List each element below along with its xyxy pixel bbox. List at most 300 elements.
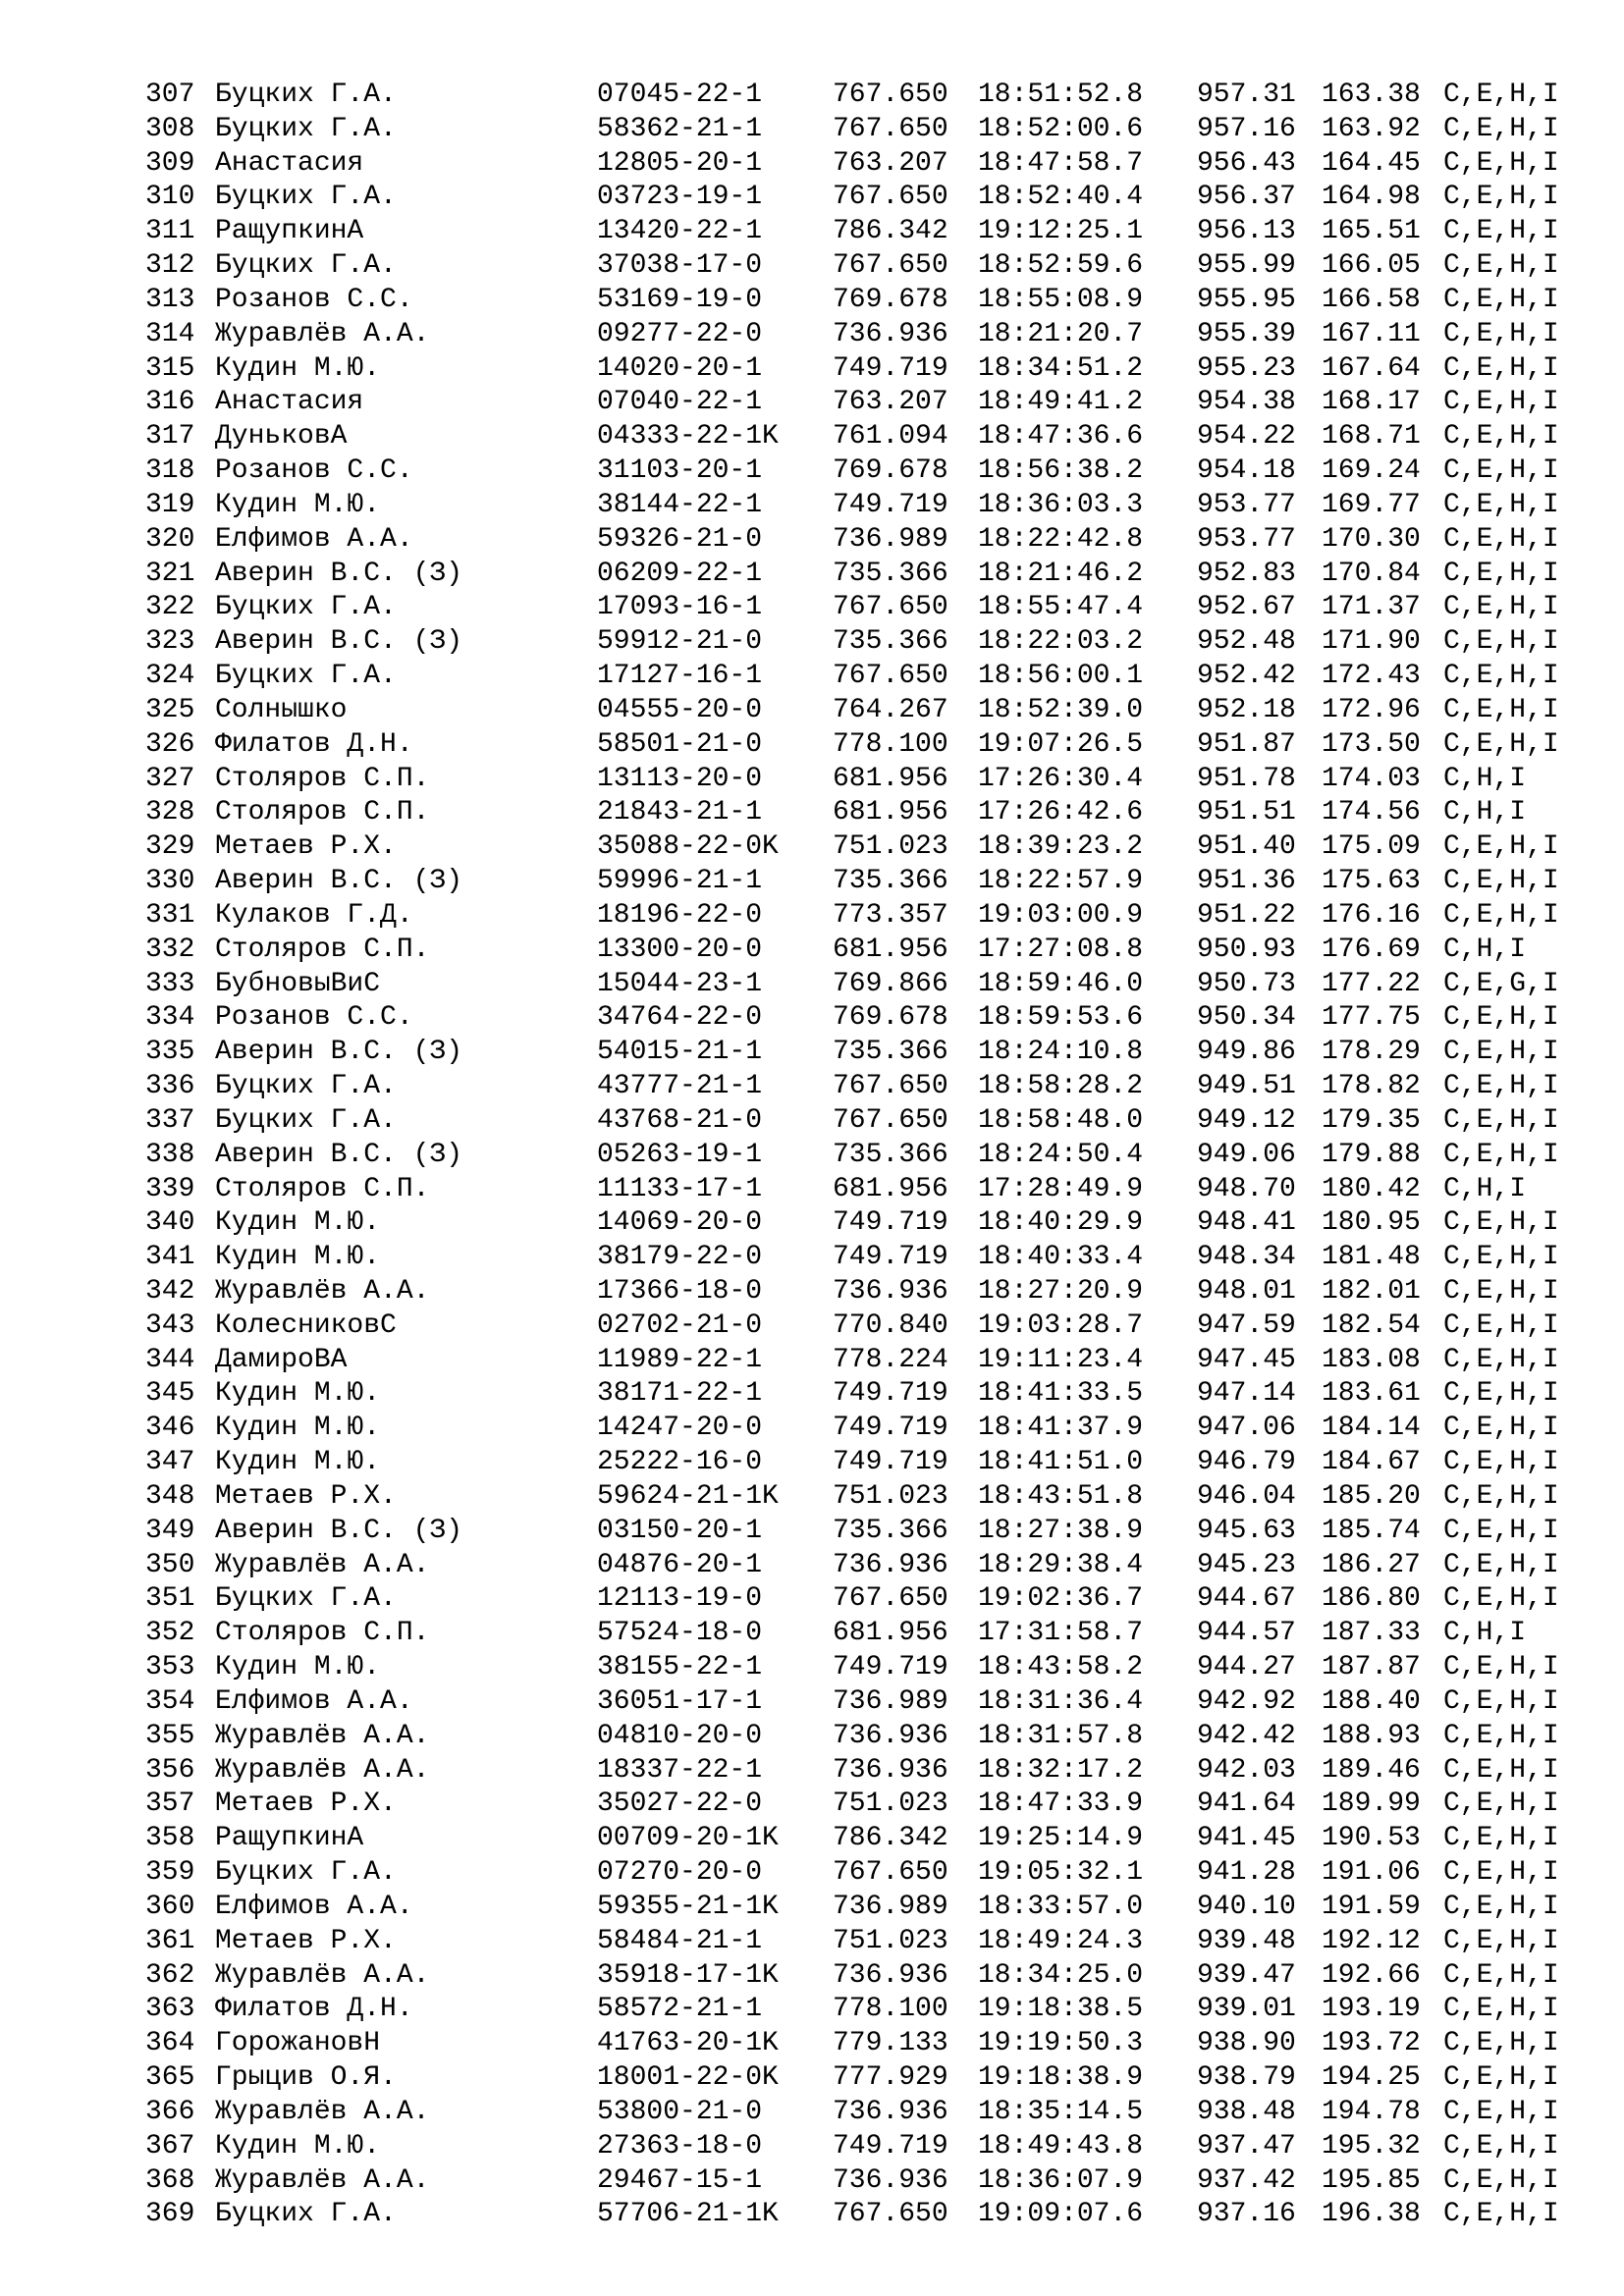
- place-number: 310: [145, 182, 195, 213]
- ring-number: 58484-21-1: [597, 1925, 763, 1956]
- points: 177.22: [1322, 968, 1421, 999]
- ring-number: 43768-21-0: [597, 1104, 763, 1136]
- fancier-name: Журавлёв А.А.: [215, 2096, 430, 2127]
- fancier-name: Грыцив О.Я.: [215, 2062, 397, 2094]
- distance: 786.342: [833, 1823, 948, 1854]
- categories: C,E,H,I: [1443, 899, 1559, 931]
- fancier-name: Столяров С.П.: [215, 1618, 430, 1649]
- speed: 942.42: [1197, 1720, 1296, 1751]
- ring-number: 07045-22-1: [597, 80, 763, 110]
- place-number: 361: [145, 1925, 195, 1956]
- points: 179.88: [1322, 1139, 1421, 1170]
- place-number: 353: [145, 1652, 195, 1683]
- arrival-time: 18:35:14.5: [978, 2096, 1144, 2127]
- points: 189.46: [1322, 1754, 1421, 1786]
- arrival-time: 17:26:30.4: [978, 763, 1144, 794]
- ring-number: 37038-17-0: [597, 250, 763, 282]
- place-number: 335: [145, 1037, 195, 1068]
- ring-number: 13300-20-0: [597, 934, 763, 965]
- arrival-time: 18:22:42.8: [978, 523, 1144, 555]
- categories: C,H,I: [1443, 934, 1527, 965]
- fancier-name: Метаев Р.Х.: [215, 1480, 397, 1512]
- distance: 749.719: [833, 1242, 948, 1273]
- arrival-time: 18:59:53.6: [978, 1002, 1144, 1034]
- ring-number: 35918-17-1K: [597, 1959, 779, 1991]
- distance: 763.207: [833, 387, 948, 418]
- ring-number: 59326-21-0: [597, 523, 763, 555]
- place-number: 342: [145, 1275, 195, 1307]
- arrival-time: 18:22:57.9: [978, 866, 1144, 897]
- categories: C,E,G,I: [1443, 968, 1559, 999]
- points: 167.64: [1322, 352, 1421, 384]
- points: 170.84: [1322, 558, 1421, 589]
- ring-number: 41763-20-1K: [597, 2028, 779, 2059]
- points: 186.27: [1322, 1549, 1421, 1580]
- arrival-time: 18:32:17.2: [978, 1754, 1144, 1786]
- ring-number: 35088-22-0K: [597, 831, 779, 863]
- speed: 942.92: [1197, 1685, 1296, 1717]
- speed: 957.31: [1197, 80, 1296, 110]
- distance: 735.366: [833, 626, 948, 658]
- fancier-name: Столяров С.П.: [215, 1173, 430, 1204]
- distance: 751.023: [833, 831, 948, 863]
- fancier-name: Журавлёв А.А.: [215, 1549, 430, 1580]
- distance: 735.366: [833, 558, 948, 589]
- fancier-name: Буцких Г.А.: [215, 113, 397, 144]
- fancier-name: Буцких Г.А.: [215, 1857, 397, 1889]
- points: 178.82: [1322, 1071, 1421, 1102]
- arrival-time: 19:18:38.5: [978, 1994, 1144, 2025]
- points: 194.78: [1322, 2096, 1421, 2127]
- speed: 949.12: [1197, 1104, 1296, 1136]
- result-row: [0, 249, 1624, 284]
- categories: C,E,H,I: [1443, 1071, 1559, 1102]
- place-number: 355: [145, 1720, 195, 1751]
- points: 170.30: [1322, 523, 1421, 555]
- ring-number: 25222-16-0: [597, 1447, 763, 1478]
- place-number: 369: [145, 2199, 195, 2230]
- place-number: 344: [145, 1344, 195, 1375]
- fancier-name: Кудин М.Ю.: [215, 1242, 381, 1273]
- speed: 938.48: [1197, 2096, 1296, 2127]
- fancier-name: Анастасия: [215, 387, 364, 418]
- fancier-name: Кудин М.Ю.: [215, 489, 381, 520]
- ring-number: 34764-22-0: [597, 1002, 763, 1034]
- categories: C,E,H,I: [1443, 216, 1559, 247]
- ring-number: 14247-20-0: [597, 1413, 763, 1444]
- result-row: [0, 489, 1624, 523]
- points: 191.06: [1322, 1857, 1421, 1889]
- ring-number: 17127-16-1: [597, 661, 763, 692]
- ring-number: 11989-22-1: [597, 1344, 763, 1375]
- distance: 777.929: [833, 2062, 948, 2094]
- arrival-time: 18:56:00.1: [978, 661, 1144, 692]
- arrival-time: 18:36:03.3: [978, 489, 1144, 520]
- categories: C,E,H,I: [1443, 1344, 1559, 1375]
- fancier-name: Аверин В.С. (З): [215, 866, 463, 897]
- fancier-name: Розанов С.С.: [215, 455, 413, 487]
- categories: C,E,H,I: [1443, 1857, 1559, 1889]
- distance: 786.342: [833, 216, 948, 247]
- categories: C,E,H,I: [1443, 1549, 1559, 1580]
- speed: 954.22: [1197, 421, 1296, 453]
- categories: C,E,H,I: [1443, 1720, 1559, 1751]
- arrival-time: 18:52:40.4: [978, 182, 1144, 213]
- ring-number: 53800-21-0: [597, 2096, 763, 2127]
- arrival-time: 19:07:26.5: [978, 728, 1144, 760]
- points: 178.29: [1322, 1037, 1421, 1068]
- fancier-name: ДамироВА: [215, 1344, 348, 1375]
- categories: C,E,H,I: [1443, 1275, 1559, 1307]
- arrival-time: 18:24:10.8: [978, 1037, 1144, 1068]
- fancier-name: Журавлёв А.А.: [215, 1720, 430, 1751]
- arrival-time: 17:26:42.6: [978, 797, 1144, 828]
- points: 180.42: [1322, 1173, 1421, 1204]
- ring-number: 57524-18-0: [597, 1618, 763, 1649]
- points: 174.03: [1322, 763, 1421, 794]
- fancier-name: Буцких Г.А.: [215, 2199, 397, 2230]
- distance: 749.719: [833, 1652, 948, 1683]
- categories: C,E,H,I: [1443, 2062, 1559, 2094]
- ring-number: 00709-20-1K: [597, 1823, 779, 1854]
- points: 187.33: [1322, 1618, 1421, 1649]
- speed: 952.83: [1197, 558, 1296, 589]
- place-number: 312: [145, 250, 195, 282]
- points: 184.67: [1322, 1447, 1421, 1478]
- categories: C,E,H,I: [1443, 1583, 1559, 1615]
- speed: 951.36: [1197, 866, 1296, 897]
- points: 191.59: [1322, 1891, 1421, 1922]
- ring-number: 06209-22-1: [597, 558, 763, 589]
- categories: C,E,H,I: [1443, 113, 1559, 144]
- speed: 941.45: [1197, 1823, 1296, 1854]
- result-row: [0, 591, 1624, 625]
- distance: 736.936: [833, 2096, 948, 2127]
- fancier-name: РащупкинА: [215, 1823, 364, 1854]
- fancier-name: Буцких Г.А.: [215, 250, 397, 282]
- arrival-time: 17:31:58.7: [978, 1618, 1144, 1649]
- fancier-name: Столяров С.П.: [215, 797, 430, 828]
- distance: 767.650: [833, 661, 948, 692]
- result-row: [0, 2027, 1624, 2061]
- categories: C,E,H,I: [1443, 1139, 1559, 1170]
- ring-number: 12805-20-1: [597, 147, 763, 179]
- categories: C,E,H,I: [1443, 694, 1559, 725]
- points: 176.69: [1322, 934, 1421, 965]
- place-number: 346: [145, 1413, 195, 1444]
- fancier-name: ДуньковА: [215, 421, 348, 453]
- speed: 937.47: [1197, 2130, 1296, 2162]
- points: 165.51: [1322, 216, 1421, 247]
- points: 195.32: [1322, 2130, 1421, 2162]
- fancier-name: Аверин В.С. (З): [215, 626, 463, 658]
- place-number: 336: [145, 1071, 195, 1102]
- speed: 944.67: [1197, 1583, 1296, 1615]
- ring-number: 54015-21-1: [597, 1037, 763, 1068]
- place-number: 351: [145, 1583, 195, 1615]
- categories: C,E,H,I: [1443, 661, 1559, 692]
- ring-number: 03150-20-1: [597, 1515, 763, 1546]
- speed: 952.67: [1197, 592, 1296, 623]
- distance: 767.650: [833, 80, 948, 110]
- distance: 735.366: [833, 1139, 948, 1170]
- ring-number: 57706-21-1K: [597, 2199, 779, 2230]
- place-number: 343: [145, 1309, 195, 1341]
- points: 181.48: [1322, 1242, 1421, 1273]
- arrival-time: 19:18:38.9: [978, 2062, 1144, 2094]
- fancier-name: Елфимов А.А.: [215, 523, 413, 555]
- distance: 767.650: [833, 113, 948, 144]
- place-number: 321: [145, 558, 195, 589]
- speed: 955.95: [1197, 284, 1296, 315]
- categories: C,E,H,I: [1443, 1242, 1559, 1273]
- ring-number: 59996-21-1: [597, 866, 763, 897]
- fancier-name: Кудин М.Ю.: [215, 1447, 381, 1478]
- speed: 952.48: [1197, 626, 1296, 658]
- place-number: 349: [145, 1515, 195, 1546]
- distance: 769.678: [833, 1002, 948, 1034]
- arrival-time: 19:05:32.1: [978, 1857, 1144, 1889]
- result-row: [0, 1720, 1624, 1754]
- points: 166.05: [1322, 250, 1421, 282]
- fancier-name: Журавлёв А.А.: [215, 318, 430, 349]
- ring-number: 38144-22-1: [597, 489, 763, 520]
- points: 168.71: [1322, 421, 1421, 453]
- distance: 749.719: [833, 1207, 948, 1239]
- fancier-name: Столяров С.П.: [215, 763, 430, 794]
- ring-number: 07040-22-1: [597, 387, 763, 418]
- arrival-time: 19:25:14.9: [978, 1823, 1144, 1854]
- categories: C,E,H,I: [1443, 2164, 1559, 2196]
- categories: C,E,H,I: [1443, 1685, 1559, 1717]
- speed: 949.06: [1197, 1139, 1296, 1170]
- ring-number: 13113-20-0: [597, 763, 763, 794]
- points: 169.77: [1322, 489, 1421, 520]
- arrival-time: 18:21:20.7: [978, 318, 1144, 349]
- points: 179.35: [1322, 1104, 1421, 1136]
- result-row: [0, 79, 1624, 113]
- speed: 948.41: [1197, 1207, 1296, 1239]
- speed: 949.86: [1197, 1037, 1296, 1068]
- arrival-time: 18:55:47.4: [978, 592, 1144, 623]
- fancier-name: Елфимов А.А.: [215, 1685, 413, 1717]
- place-number: 340: [145, 1207, 195, 1239]
- ring-number: 29467-15-1: [597, 2164, 763, 2196]
- categories: C,E,H,I: [1443, 387, 1559, 418]
- categories: C,E,H,I: [1443, 1754, 1559, 1786]
- points: 175.09: [1322, 831, 1421, 863]
- fancier-name: Метаев Р.Х.: [215, 1789, 397, 1820]
- distance: 736.936: [833, 1549, 948, 1580]
- distance: 735.366: [833, 866, 948, 897]
- points: 167.11: [1322, 318, 1421, 349]
- arrival-time: 18:39:23.2: [978, 831, 1144, 863]
- distance: 767.650: [833, 182, 948, 213]
- results-list: [0, 79, 1624, 2232]
- place-number: 318: [145, 455, 195, 487]
- categories: C,E,H,I: [1443, 1652, 1559, 1683]
- distance: 778.224: [833, 1344, 948, 1375]
- distance: 681.956: [833, 934, 948, 965]
- arrival-time: 18:47:58.7: [978, 147, 1144, 179]
- place-number: 322: [145, 592, 195, 623]
- categories: C,E,H,I: [1443, 1823, 1559, 1854]
- place-number: 364: [145, 2028, 195, 2059]
- categories: C,E,H,I: [1443, 1002, 1559, 1034]
- distance: 779.133: [833, 2028, 948, 2059]
- categories: C,E,H,I: [1443, 182, 1559, 213]
- categories: C,H,I: [1443, 797, 1527, 828]
- ring-number: 53169-19-0: [597, 284, 763, 315]
- categories: C,E,H,I: [1443, 1925, 1559, 1956]
- place-number: 352: [145, 1618, 195, 1649]
- place-number: 333: [145, 968, 195, 999]
- categories: C,E,H,I: [1443, 1413, 1559, 1444]
- fancier-name: Аверин В.С. (З): [215, 1139, 463, 1170]
- place-number: 330: [145, 866, 195, 897]
- ring-number: 04555-20-0: [597, 694, 763, 725]
- ring-number: 31103-20-1: [597, 455, 763, 487]
- points: 192.66: [1322, 1959, 1421, 1991]
- speed: 956.37: [1197, 182, 1296, 213]
- distance: 767.650: [833, 1857, 948, 1889]
- result-row: [0, 728, 1624, 763]
- speed: 952.42: [1197, 661, 1296, 692]
- points: 172.43: [1322, 661, 1421, 692]
- place-number: 360: [145, 1891, 195, 1922]
- categories: C,H,I: [1443, 1618, 1527, 1649]
- categories: C,E,H,I: [1443, 558, 1559, 589]
- ring-number: 05263-19-1: [597, 1139, 763, 1170]
- fancier-name: Буцких Г.А.: [215, 182, 397, 213]
- place-number: 334: [145, 1002, 195, 1034]
- speed: 957.16: [1197, 113, 1296, 144]
- place-number: 319: [145, 489, 195, 520]
- ring-number: 04810-20-0: [597, 1720, 763, 1751]
- ring-number: 43777-21-1: [597, 1071, 763, 1102]
- distance: 735.366: [833, 1037, 948, 1068]
- speed: 938.90: [1197, 2028, 1296, 2059]
- speed: 956.43: [1197, 147, 1296, 179]
- ring-number: 13420-22-1: [597, 216, 763, 247]
- place-number: 328: [145, 797, 195, 828]
- place-number: 357: [145, 1789, 195, 1820]
- speed: 946.04: [1197, 1480, 1296, 1512]
- result-row: [0, 181, 1624, 215]
- categories: C,E,H,I: [1443, 1959, 1559, 1991]
- categories: C,E,H,I: [1443, 2199, 1559, 2230]
- fancier-name: Кулаков Г.Д.: [215, 899, 413, 931]
- distance: 681.956: [833, 797, 948, 828]
- distance: 749.719: [833, 1378, 948, 1410]
- arrival-time: 18:51:52.8: [978, 80, 1144, 110]
- distance: 749.719: [833, 489, 948, 520]
- points: 185.74: [1322, 1515, 1421, 1546]
- arrival-time: 18:24:50.4: [978, 1139, 1144, 1170]
- place-number: 332: [145, 934, 195, 965]
- result-row: [0, 1582, 1624, 1617]
- distance: 778.100: [833, 728, 948, 760]
- categories: C,E,H,I: [1443, 1994, 1559, 2025]
- result-row: [0, 1309, 1624, 1344]
- distance: 767.650: [833, 1071, 948, 1102]
- distance: 767.650: [833, 592, 948, 623]
- place-number: 365: [145, 2062, 195, 2094]
- result-row: [0, 625, 1624, 660]
- speed: 947.45: [1197, 1344, 1296, 1375]
- result-row: [0, 284, 1624, 318]
- fancier-name: Аверин В.С. (З): [215, 1037, 463, 1068]
- fancier-name: БубновыВиС: [215, 968, 381, 999]
- points: 185.20: [1322, 1480, 1421, 1512]
- speed: 947.06: [1197, 1413, 1296, 1444]
- fancier-name: Аверин В.С. (З): [215, 1515, 463, 1546]
- ring-number: 18001-22-0K: [597, 2062, 779, 2094]
- place-number: 366: [145, 2096, 195, 2127]
- result-row: [0, 2096, 1624, 2130]
- categories: C,E,H,I: [1443, 1515, 1559, 1546]
- points: 182.54: [1322, 1309, 1421, 1341]
- result-row: [0, 2061, 1624, 2096]
- place-number: 362: [145, 1959, 195, 1991]
- place-number: 329: [145, 831, 195, 863]
- arrival-time: 17:28:49.9: [978, 1173, 1144, 1204]
- fancier-name: Журавлёв А.А.: [215, 2164, 430, 2196]
- ring-number: 58572-21-1: [597, 1994, 763, 2025]
- ring-number: 59624-21-1K: [597, 1480, 779, 1512]
- fancier-name: Кудин М.Ю.: [215, 1413, 381, 1444]
- points: 188.40: [1322, 1685, 1421, 1717]
- categories: C,E,H,I: [1443, 728, 1559, 760]
- distance: 736.989: [833, 523, 948, 555]
- distance: 769.866: [833, 968, 948, 999]
- result-row: [0, 1206, 1624, 1241]
- ring-number: 18196-22-0: [597, 899, 763, 931]
- ring-number: 11133-17-1: [597, 1173, 763, 1204]
- categories: C,E,H,I: [1443, 1207, 1559, 1239]
- result-row: [0, 1377, 1624, 1412]
- result-row: [0, 147, 1624, 182]
- categories: C,E,H,I: [1443, 1378, 1559, 1410]
- arrival-time: 19:11:23.4: [978, 1344, 1144, 1375]
- points: 174.56: [1322, 797, 1421, 828]
- result-row: [0, 865, 1624, 899]
- categories: C,E,H,I: [1443, 1891, 1559, 1922]
- categories: C,E,H,I: [1443, 455, 1559, 487]
- place-number: 341: [145, 1242, 195, 1273]
- points: 190.53: [1322, 1823, 1421, 1854]
- ring-number: 38171-22-1: [597, 1378, 763, 1410]
- speed: 944.27: [1197, 1652, 1296, 1683]
- place-number: 320: [145, 523, 195, 555]
- distance: 736.936: [833, 318, 948, 349]
- arrival-time: 18:34:51.2: [978, 352, 1144, 384]
- speed: 951.78: [1197, 763, 1296, 794]
- ring-number: 38179-22-0: [597, 1242, 763, 1273]
- categories: C,E,H,I: [1443, 831, 1559, 863]
- result-row: [0, 1446, 1624, 1480]
- fancier-name: Розанов С.С.: [215, 1002, 413, 1034]
- place-number: 368: [145, 2164, 195, 2196]
- arrival-time: 18:33:57.0: [978, 1891, 1144, 1922]
- place-number: 350: [145, 1549, 195, 1580]
- arrival-time: 18:59:46.0: [978, 968, 1144, 999]
- result-row: [0, 1959, 1624, 1994]
- arrival-time: 18:31:57.8: [978, 1720, 1144, 1751]
- fancier-name: Буцких Г.А.: [215, 1583, 397, 1615]
- arrival-time: 18:29:38.4: [978, 1549, 1144, 1580]
- points: 188.93: [1322, 1720, 1421, 1751]
